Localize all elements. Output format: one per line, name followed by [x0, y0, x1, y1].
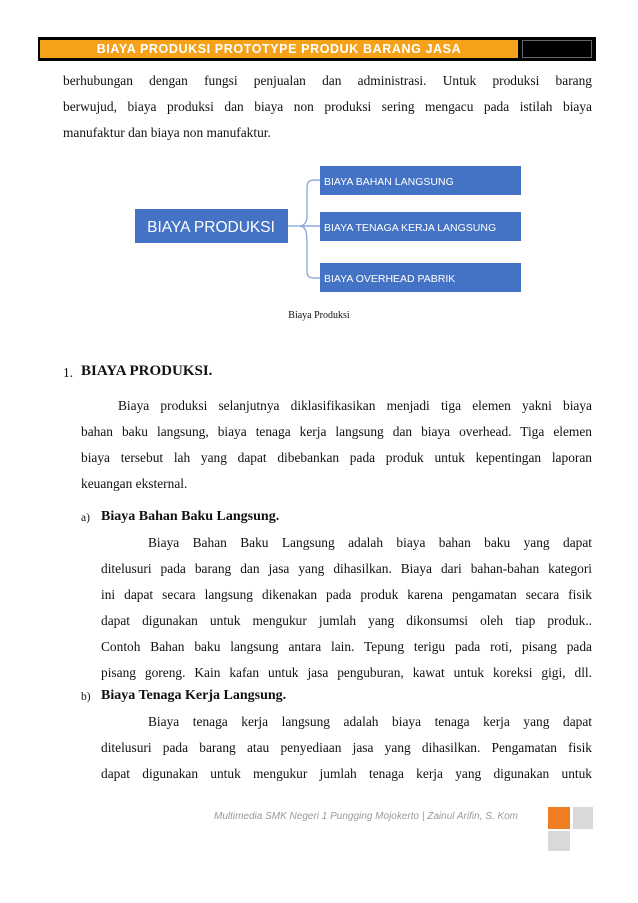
- text-line: berhubungan dengan fungsi penjualan dan administrasi. Untuk produksi barang: [63, 73, 592, 88]
- text-line: Contoh Bahan baku langsung antara lain. Tepung terigu pada roti, pisang pada: [101, 639, 592, 654]
- sub-title: Biaya Tenaga Kerja Langsung.: [101, 688, 287, 703]
- page-header-title: BIAYA PRODUKSI PROTOTYPE PRODUK BARANG JASA: [96, 42, 462, 56]
- header-bar: [38, 37, 596, 61]
- connector-bottom: [300, 226, 320, 278]
- text-line: keuangan eksternal.: [81, 476, 188, 491]
- text-line: ditelusuri pada barang atau penyediaan jasa yang dihasilkan. Pengamatan fisik: [101, 740, 592, 755]
- text-line: pisang goreng. Kain kafan untuk jasa penguburan, kawat untuk koreksi gigi, dll.: [101, 665, 592, 680]
- text-line: berwujud, biaya produksi dan biaya non produksi sering mengacu pada istilah biaya: [63, 99, 592, 114]
- sub-b-paragraph: [101, 709, 592, 787]
- sub-title: Biaya Bahan Baku Langsung.: [101, 509, 280, 524]
- footer-text: Multimedia SMK Negeri 1 Pungging Mojokerto | Zainul Arifin, S. Kom: [213, 811, 519, 822]
- text-line: dapat digunakan untuk mengukur jumlah tenaga kerja yang digunakan untuk: [101, 766, 592, 781]
- figure-caption: Biaya Produksi: [288, 310, 350, 321]
- text-line: dapat digunakan untuk mengukur jumlah yang dikonsumsi oleh tiap produk..: [101, 613, 592, 628]
- sub-a-paragraph: [101, 530, 592, 686]
- child-label: BIAYA OVERHEAD PABRIK: [324, 273, 456, 285]
- header-right-box: [522, 40, 592, 58]
- child-label: BIAYA TENAGA KERJA LANGSUNG: [324, 222, 497, 234]
- text-line: Biaya tenaga kerja langsung adalah biaya tenaga kerja yang dapat: [148, 714, 592, 729]
- text-line: manufaktur dan biaya non manufaktur.: [63, 125, 271, 140]
- sub-letter: a): [81, 512, 90, 524]
- text-line: bahan baku langsung, biaya tenaga kerja langsung dan biaya overhead. Tiga elemen: [81, 424, 592, 439]
- connector-top: [300, 180, 320, 226]
- text-line: ditelusuri pada barang dan jasa yang dihasilkan. Biaya dari bahan-bahan kategori: [101, 561, 592, 576]
- header-title-band: [40, 40, 518, 58]
- footer-square-grey: [573, 807, 593, 829]
- text-line: Biaya produksi selanjutnya diklasifikasikan menjadi tiga elemen yakni biaya: [118, 398, 592, 413]
- section-title: BIAYA PRODUKSI.: [81, 363, 213, 379]
- footer-square-orange: [548, 807, 570, 829]
- section-number: 1.: [63, 365, 74, 380]
- root-label: BIAYA PRODUKSI: [147, 219, 275, 236]
- intro-paragraph: [63, 68, 592, 146]
- child-label: BIAYA BAHAN LANGSUNG: [324, 176, 454, 188]
- text-line: ini dapat secara langsung dikenakan pada produk karena pengamatan secara fisik: [101, 587, 592, 602]
- section1-paragraph: [81, 393, 592, 497]
- footer-square-grey: [548, 831, 570, 851]
- text-line: Biaya Bahan Baku Langsung adalah biaya bahan baku yang dapat: [148, 535, 592, 550]
- text-line: biaya tersebut lah yang dapat dibebankan pada produk untuk kepentingan laporan: [81, 450, 592, 465]
- sub-letter: b): [81, 691, 91, 703]
- biaya-produksi-diagram: [135, 166, 521, 296]
